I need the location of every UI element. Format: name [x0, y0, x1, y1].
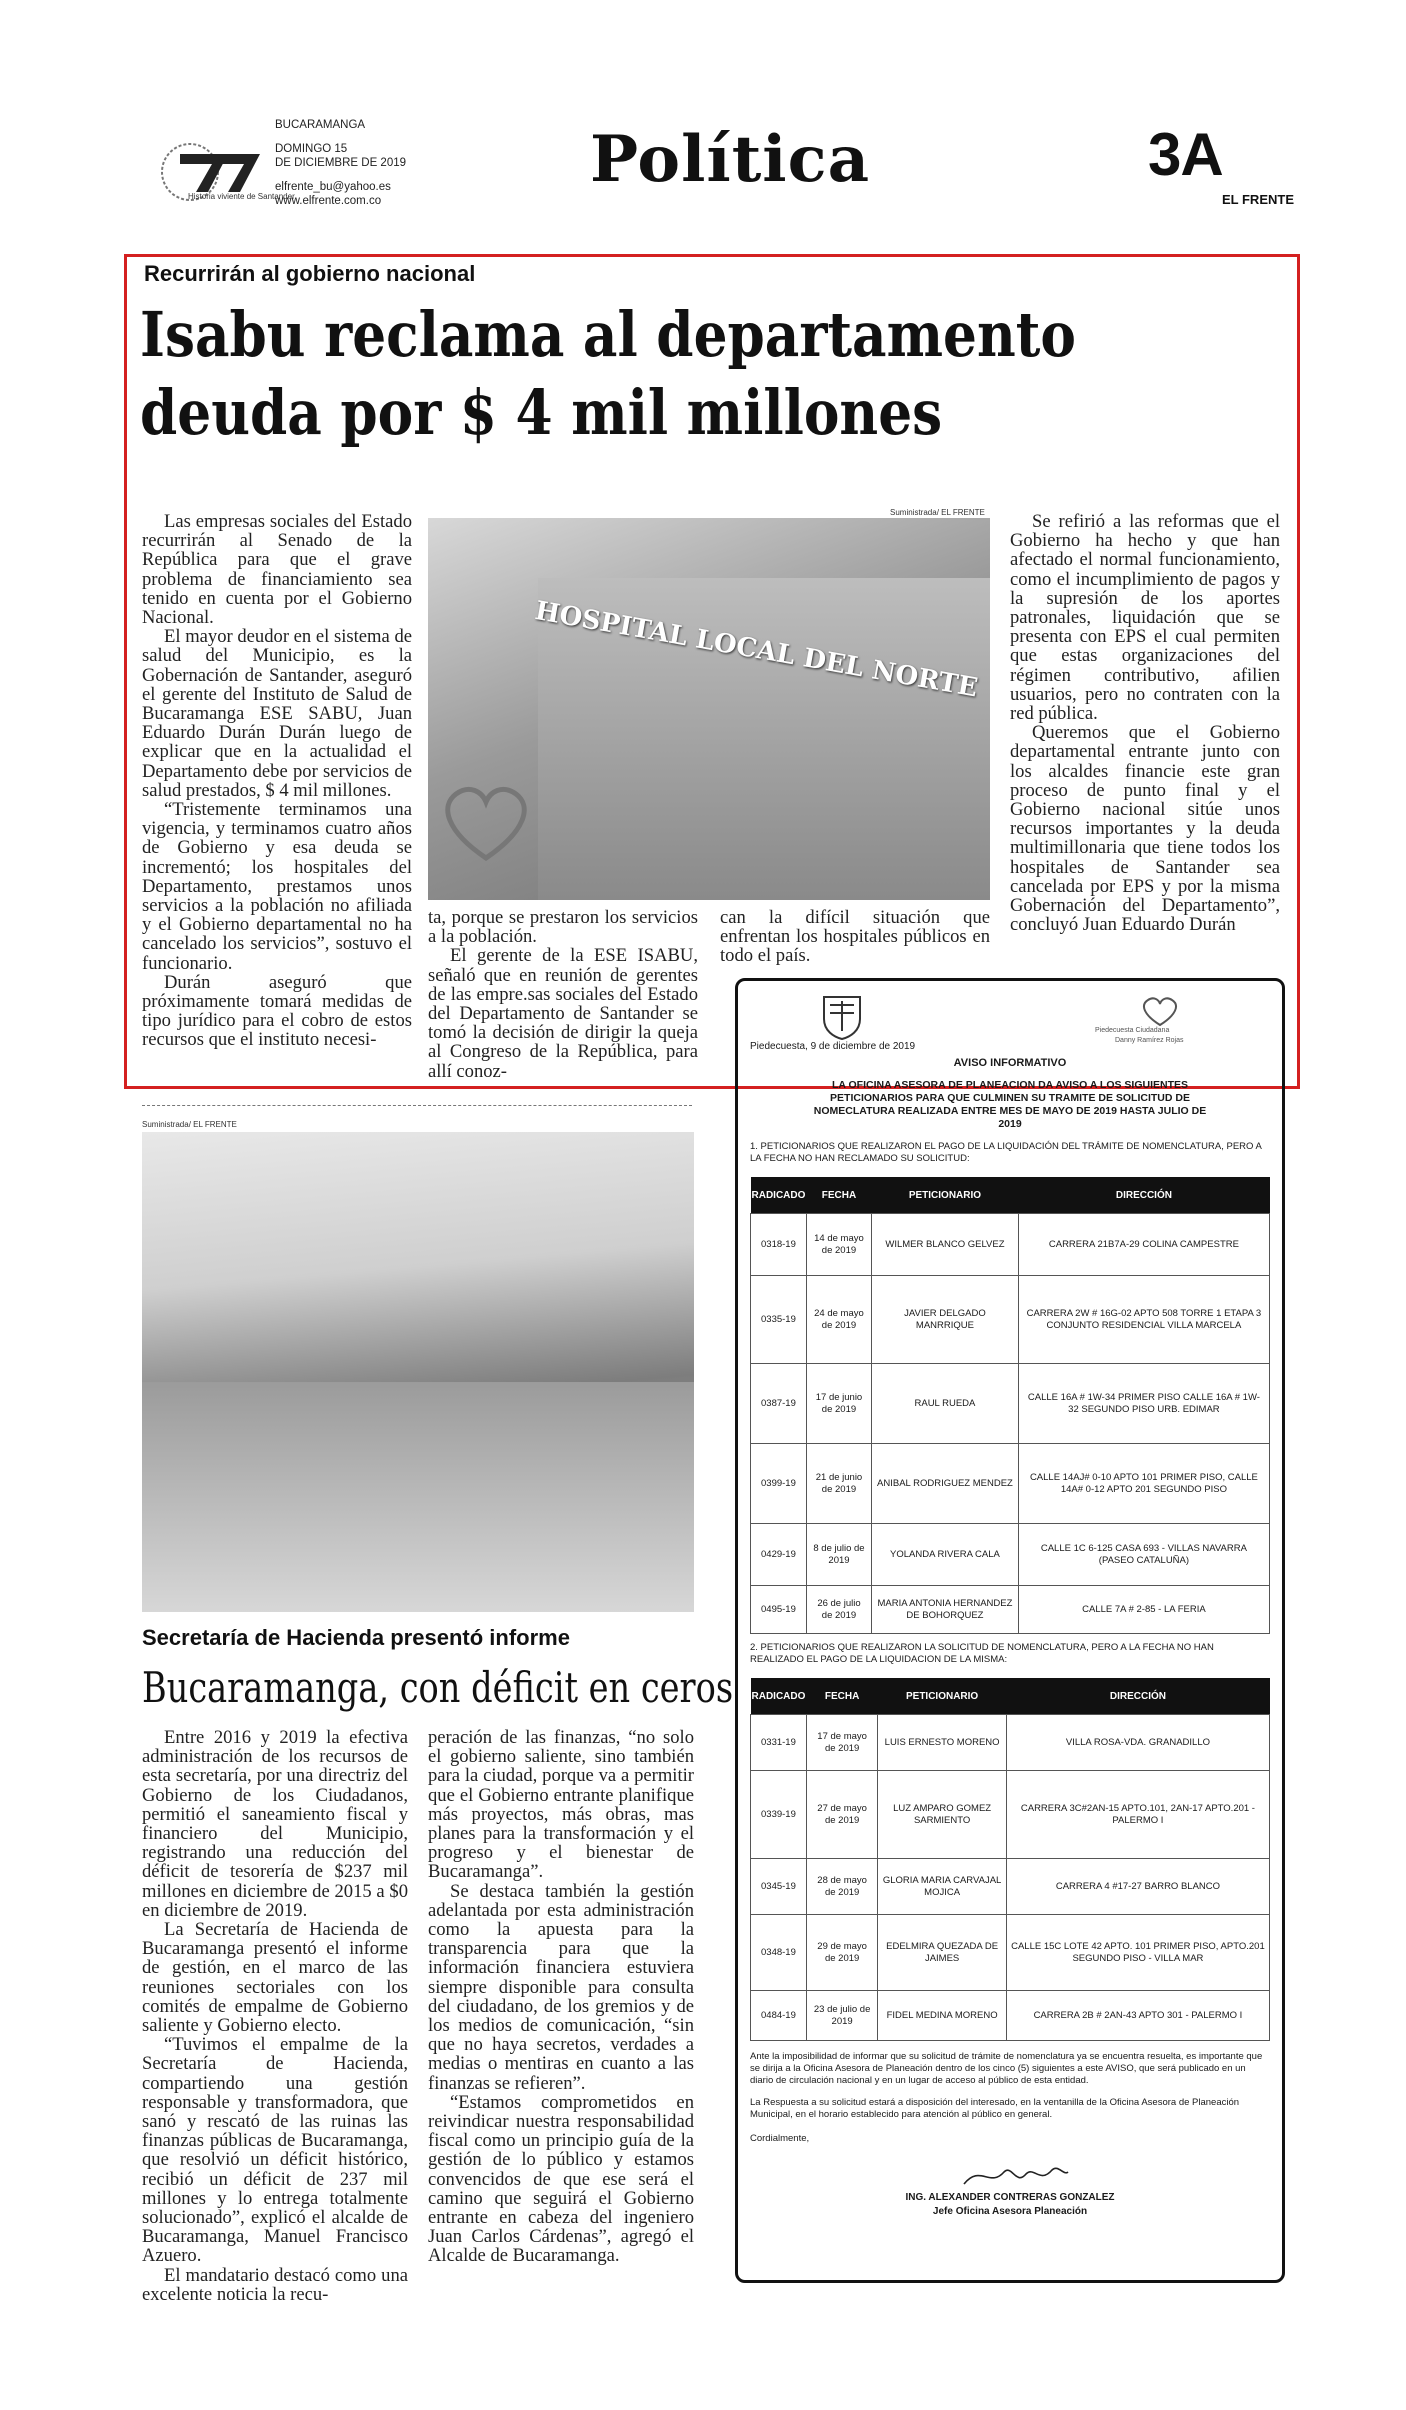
masthead-date-line2: DE DICIEMBRE DE 2019	[275, 157, 407, 169]
page-number: 3A	[1148, 121, 1223, 188]
cell-direccion: CARRERA 2W # 16G-02 APTO 508 TORRE 1 ETAPA 3 CONJUNTO RESIDENCIAL VILLA MARCELA	[1018, 1276, 1269, 1364]
article1-col4	[1010, 512, 1280, 934]
cell-fecha: 8 de julio de 2019	[806, 1524, 871, 1586]
aviso-subtitle	[750, 1079, 1270, 1131]
cell-peticionario: EDELMIRA QUEZADA DE JAIMES	[878, 1915, 1007, 1991]
aviso-logo-right-line2: Danny Ramírez Rojas	[1115, 1037, 1184, 1044]
table-row	[751, 1444, 1270, 1524]
cell-peticionario: FIDEL MEDINA MORENO	[878, 1991, 1007, 2041]
section-title: Política	[590, 122, 871, 197]
aviso-subtitle-line3: NOMECLATURA REALIZADA ENTRE MES DE MAYO DE 2019 HASTA JULIO DE	[813, 1105, 1207, 1117]
signer-title: Jefe Oficina Asesora Planeación	[932, 2206, 1088, 2217]
header-peticionario: PETICIONARIO	[878, 1678, 1007, 1715]
cell-peticionario: MARIA ANTONIA HERNANDEZ DE BOHORQUEZ	[872, 1586, 1019, 1634]
cell-fecha: 23 de julio de 2019	[806, 1991, 877, 2041]
masthead-date-line1: DOMINGO 15	[275, 142, 348, 155]
article1-col3	[720, 908, 990, 966]
paragraph: Las empresas sociales del Estado recurrirán al Senado de la República para que el grave problema de financiamiento sea tenido en cuenta por el Gobierno Nacional.	[142, 511, 412, 629]
coat-of-arms-icon	[820, 991, 864, 1041]
cell-direccion: CALLE 16A # 1W-34 PRIMER PISO CALLE 16A # 1W-32 SEGUNDO PISO URB. EDIMAR	[1018, 1364, 1269, 1444]
cell-direccion: CALLE 15C LOTE 42 APTO. 101 PRIMER PISO, APTO.201 SEGUNDO PISO - VILLA MAR	[1006, 1915, 1269, 1991]
cell-peticionario: YOLANDA RIVERA CALA	[872, 1524, 1019, 1586]
paragraph: Se destaca también la gestión adelantada por esta administración como la apuesta para la transparencia para que la información financiera estuviera siempre disponible para consulta del ciudadano, de los gremios y de los medios de comunicación, “sin que no haya secretos, verdades a medias o mentiras en cuanto a las finanzas se refieren”.	[428, 1880, 694, 2094]
paragraph: “Estamos comprometidos en reivindicar nuestra responsabilidad fiscal como un principio guía de la gestión de lo público y estamos convencidos de que ese será el camino que seguirá el Gobierno entrante en cabeza del ingeniero Juan Carlos Cárdenas”, agregó el Alcalde de Bucaramanga.	[428, 2091, 694, 2267]
cell-peticionario: GLORIA MARIA CARVAJAL MOJICA	[878, 1859, 1007, 1915]
article2-headline: Bucaramanga, con déficit en ceros	[142, 1663, 734, 1712]
article1-headline-line2: deuda por $ 4 mil millones	[140, 376, 943, 449]
article1-photo-credit: Suministrada/ EL FRENTE	[890, 508, 985, 517]
paragraph: peración de las finanzas, “no solo el gobierno saliente, sino también para la ciudad, porque va a permitir que el Gobierno entrante planifique más proyectos, más obras, mas planes para la transformación y el progreso y el bienestar de Bucaramanga”.	[428, 1727, 694, 1883]
cell-fecha: 29 de mayo de 2019	[806, 1915, 877, 1991]
header-radicado: RADICADO	[751, 1177, 807, 1214]
aviso-box	[735, 978, 1285, 2283]
header-radicado: RADICADO	[751, 1678, 807, 1715]
signature-block	[750, 2154, 1270, 2238]
table-row	[751, 1586, 1270, 1634]
cell-radicado: 0331-19	[751, 1715, 807, 1771]
table-row	[751, 1276, 1270, 1364]
article1-col2	[428, 908, 698, 1081]
cell-radicado: 0495-19	[751, 1586, 807, 1634]
paragraph: ta, porque se prestaron los servicios a la población.	[428, 907, 698, 948]
cell-fecha: 21 de junio de 2019	[806, 1444, 871, 1524]
header-direccion: DIRECCIÓN	[1018, 1177, 1269, 1214]
cell-fecha: 28 de mayo de 2019	[806, 1859, 877, 1915]
article1-headline-line1: Isabu reclama al departamento	[140, 298, 1076, 371]
paragraph: “Tristemente terminamos una vigencia, y terminamos cuatro años de Gobierno y esa deuda se incrementó; los hospitales del Departamento, prestamos unos servicios a la población no afiliada y el Gobierno departamental no ha cancelado los servicios”, sostuvo el funcionario.	[142, 799, 412, 974]
aviso-note1: Ante la imposibilidad de informar que su solicitud de trámite de nomenclatura ya se encuentra resuelta, es importante que se dirija a la Oficina Asesora de Planeación dentro de los cinco (5) siguientes a este AVISO, que será publicado en un diario de circulación nacional y en un lugar de acceso al público de esta entidad.	[750, 2051, 1263, 2086]
cell-direccion: VILLA ROSA-VDA. GRANADILLO	[1006, 1715, 1269, 1771]
cell-peticionario: WILMER BLANCO GELVEZ	[872, 1214, 1019, 1276]
cell-peticionario: ANIBAL RODRIGUEZ MENDEZ	[872, 1444, 1019, 1524]
brand-label: EL FRENTE	[1222, 192, 1294, 207]
table-row	[751, 1771, 1270, 1859]
cell-fecha: 17 de mayo de 2019	[806, 1715, 877, 1771]
article1-kicker: Recurrirán al gobierno nacional	[144, 261, 476, 286]
table-row	[751, 1715, 1270, 1771]
header-fecha: FECHA	[806, 1177, 871, 1214]
heart-icon	[436, 776, 536, 866]
article2-col1	[142, 1728, 408, 2304]
table-row	[751, 1364, 1270, 1444]
cell-peticionario: RAUL RUEDA	[872, 1364, 1019, 1444]
logo-caption: Historia viviente de Santander	[188, 192, 295, 201]
hospital-sign: HOSPITAL LOCAL DEL NORTE	[532, 596, 980, 704]
paragraph: El gerente de la ESE ISABU, señaló que en reunión de gerentes de las empre.sas sociales del Estado del Departamento de Santander se tomó la decisión de dirigir la queja al Congreso de la República, para allí conoz-	[428, 945, 698, 1082]
cell-fecha: 17 de junio de 2019	[806, 1364, 871, 1444]
cell-direccion: CARRERA 2B # 2AN-43 APTO 301 - PALERMO I	[1006, 1991, 1269, 2041]
cell-direccion: CARRERA 4 #17-27 BARRO BLANCO	[1006, 1859, 1269, 1915]
table-row	[751, 1524, 1270, 1586]
cell-radicado: 0429-19	[751, 1524, 807, 1586]
column-divider	[142, 1105, 692, 1106]
cell-direccion: CARRERA 21B7A-29 COLINA CAMPESTRE	[1018, 1214, 1269, 1276]
cell-fecha: 24 de mayo de 2019	[806, 1276, 871, 1364]
signer-name: ING. ALEXANDER CONTRERAS GONZALEZ	[905, 2192, 1115, 2203]
cell-radicado: 0335-19	[751, 1276, 807, 1364]
article2-photo-credit: Suministrada/ EL FRENTE	[142, 1120, 237, 1129]
aviso-subtitle-line4: 2019	[998, 1118, 1022, 1130]
paragraph: Queremos que el Gobierno departamental entrante junto con los alcaldes financie este gran proceso de punto final y el Gobierno nacional sitúe unos recursos importantes y la deuda multimillonaria que tiene todos los hospitales de Santander sea cancelada por EPS y por la misma Gobernación del Departamento”, concluyó Juan Eduardo Durán	[1010, 722, 1280, 936]
meeting-photo	[142, 1132, 694, 1612]
table-header-row	[751, 1678, 1270, 1715]
aviso-note2: La Respuesta a su solicitud estará a disposición del interesado, en la ventanilla de la Oficina Asesora de Planeación Municipal, en el horario establecido para atención al público en general.	[750, 2097, 1240, 2120]
cell-peticionario: JAVIER DELGADO MANRRIQUE	[872, 1276, 1019, 1364]
table-unclaimed	[750, 1177, 1270, 1634]
header-peticionario: PETICIONARIO	[872, 1177, 1019, 1214]
photo-table	[142, 1382, 694, 1612]
cell-direccion: CARRERA 3C#2AN-15 APTO.101, 2AN-17 APTO.201 - PALERMO I	[1006, 1771, 1269, 1859]
heart-logo-icon	[1140, 995, 1180, 1027]
table-row	[751, 1859, 1270, 1915]
masthead-web[interactable]: www.elfrente.com.co	[275, 195, 382, 207]
table-row	[751, 1214, 1270, 1276]
article2-kicker: Secretaría de Hacienda presentó informe	[142, 1625, 570, 1650]
paragraph: “Tuvimos el empalme de la Secretaría de Hacienda, compartiendo una gestión responsable y transformadora, que sanó y rescató de las ruinas las finanzas públicas de Bucaramanga, que resolvió un déficit histórico, recibió un déficit de 237 mil millones y lo entrega totalmente solucionado”, explicó el alcalde de Bucaramanga, Manuel Francisco Azuero.	[142, 2034, 408, 2267]
table-row	[751, 1915, 1270, 1991]
aviso-closing: Cordialmente,	[750, 2133, 810, 2144]
header-direccion: DIRECCIÓN	[1006, 1678, 1269, 1715]
cell-direccion: CALLE 1C 6-125 CASA 693 - VILLAS NAVARRA (PASEO CATALUÑA)	[1018, 1524, 1269, 1586]
cell-peticionario: LUZ AMPARO GOMEZ SARMIENTO	[878, 1771, 1007, 1859]
cell-radicado: 0318-19	[751, 1214, 807, 1276]
paragraph: Se refirió a las reformas que el Gobierno ha hecho y que han afectado el normal funcionamiento, como el incumplimiento de pagos y la supresión de los aportes patronales, liquidación que se presenta con EPS el cual permiten que estas organizaciones del régimen contributivo, afilien usuarios, pero no contraten con la red pública.	[1010, 511, 1280, 725]
cell-direccion: CALLE 7A # 2-85 - LA FERIA	[1018, 1586, 1269, 1634]
article1-headline	[140, 296, 1076, 452]
aviso-subtitle-line1: LA OFICINA ASESORA DE PLANEACION DA AVISO A LOS SIGUIENTES	[831, 1079, 1189, 1091]
cell-radicado: 0484-19	[751, 1991, 807, 2041]
aviso-logo-right-line1: Piedecuesta Ciudadana	[1095, 1027, 1170, 1034]
aviso-subtitle-line2: PETICIONARIOS PARA QUE CULMINEN SU TRAMITE DE SOLICITUD DE	[830, 1092, 1190, 1104]
cell-fecha: 27 de mayo de 2019	[806, 1771, 877, 1859]
cell-direccion: CALLE 14AJ# 0-10 APTO 101 PRIMER PISO, CALLE 14A# 0-12 APTO 201 SEGUNDO PISO	[1018, 1444, 1269, 1524]
cell-radicado: 0348-19	[751, 1915, 807, 1991]
cell-radicado: 0399-19	[751, 1444, 807, 1524]
cell-fecha: 14 de mayo de 2019	[806, 1214, 871, 1276]
table-unpaid	[750, 1678, 1270, 2041]
aviso-place-date: Piedecuesta, 9 de diciembre de 2019	[750, 1041, 916, 1052]
header-fecha: FECHA	[806, 1678, 877, 1715]
paragraph: Durán aseguró que próximamente tomará medidas de tipo jurídico para el cobro de estos recursos que el instituto necesi-	[142, 971, 412, 1051]
aviso-section2: 2. PETICIONARIOS QUE REALIZARON LA SOLICITUD DE NOMENCLATURA, PERO A LA FECHA NO HAN REALIZADO EL PAGO DE LA LIQUIDACION DE LA MISMA:	[750, 1642, 1214, 1665]
table-row	[751, 1991, 1270, 2041]
cell-fecha: 26 de julio de 2019	[806, 1586, 871, 1634]
aviso-title: AVISO INFORMATIVO	[953, 1057, 1067, 1069]
hospital-photo	[428, 518, 990, 900]
paragraph: El mandatario destacó como una excelente noticia la recu-	[142, 2264, 408, 2305]
cell-peticionario: LUIS ERNESTO MORENO	[878, 1715, 1007, 1771]
cell-radicado: 0339-19	[751, 1771, 807, 1859]
table-header-row	[751, 1177, 1270, 1214]
aviso-section1: 1. PETICIONARIOS QUE REALIZARON EL PAGO DE LA LIQUIDACIÓN DEL TRÁMITE DE NOMENCLATURA, PERO A LA FECHA NO HAN RECLAMADO SU SOLICITUD:	[750, 1141, 1262, 1164]
paragraph: Entre 2016 y 2019 la efectiva administración de los recursos de esta secretaría, por una directriz del Gobierno de los Ciudadanos, permitió el saneamiento fiscal y financiero del Municipio, registrando una reducción del déficit de tesorería de $237 mil millones en diciembre de 2015 a $0 en diciembre de 2019.	[142, 1727, 408, 1921]
paragraph: El mayor deudor en el sistema de salud del Municipio, es la Gobernación de Santander, aseguró el gerente del Instituto de Salud de Bucaramanga ESE SABU, Juan Eduardo Durán Durán luego de explicar que en la actualidad el Departamento debe por servicios de salud prestados, $ 4 mil millones.	[142, 626, 412, 801]
article1-col1	[142, 512, 412, 1050]
article2-col2	[428, 1728, 694, 2266]
signature-icon	[960, 2158, 1070, 2194]
paragraph: can la difícil situación que enfrentan los hospitales públicos en todo el país.	[720, 907, 990, 967]
cell-radicado: 0345-19	[751, 1859, 807, 1915]
masthead-city: BUCARAMANGA	[275, 119, 366, 131]
cell-radicado: 0387-19	[751, 1364, 807, 1444]
paragraph: La Secretaría de Hacienda de Bucaramanga presentó el informe de gestión, en el marco de las reuniones sectoriales con los comités de empalme de Gobierno saliente y Gobierno electo.	[142, 1919, 408, 2037]
masthead-email[interactable]: elfrente_bu@yahoo.es	[275, 180, 391, 193]
